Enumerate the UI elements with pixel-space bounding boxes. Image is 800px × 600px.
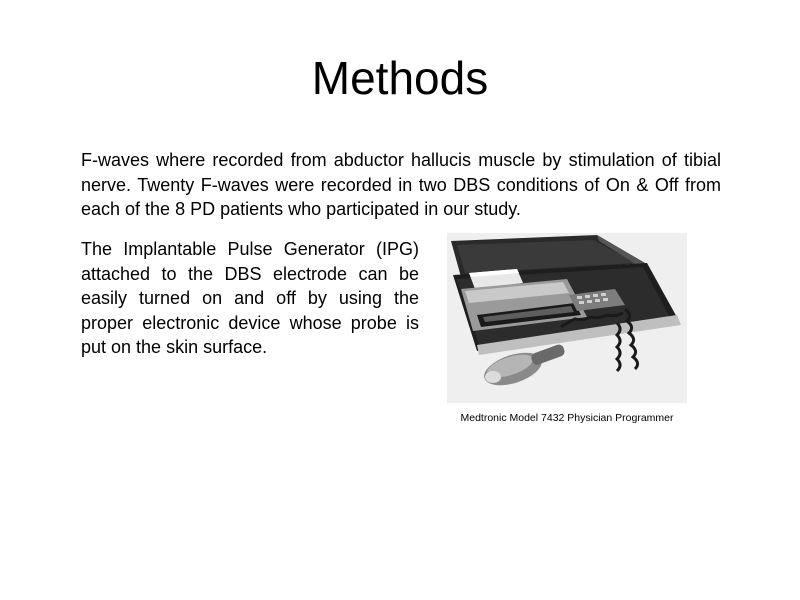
photo-caption: Medtronic Model 7432 Physician Programmer — [460, 412, 674, 424]
methods-paragraph-fwaves: F-waves where recorded from abductor hallucis muscle by stimulation of tibial nerve. Twenty F-waves were recorded in two DBS conditions of On & Off from each of the 8 PD patients who participated in our study. — [81, 150, 721, 219]
methods-paragraph-ipg: The Implantable Pulse Generator (IPG) attached to the DBS electrode can be easily turned on and off by using the proper electronic device whose probe is put on the skin surface. — [81, 239, 419, 357]
slide-title: Methods — [311, 52, 489, 104]
physician-programmer-photo — [447, 233, 687, 403]
